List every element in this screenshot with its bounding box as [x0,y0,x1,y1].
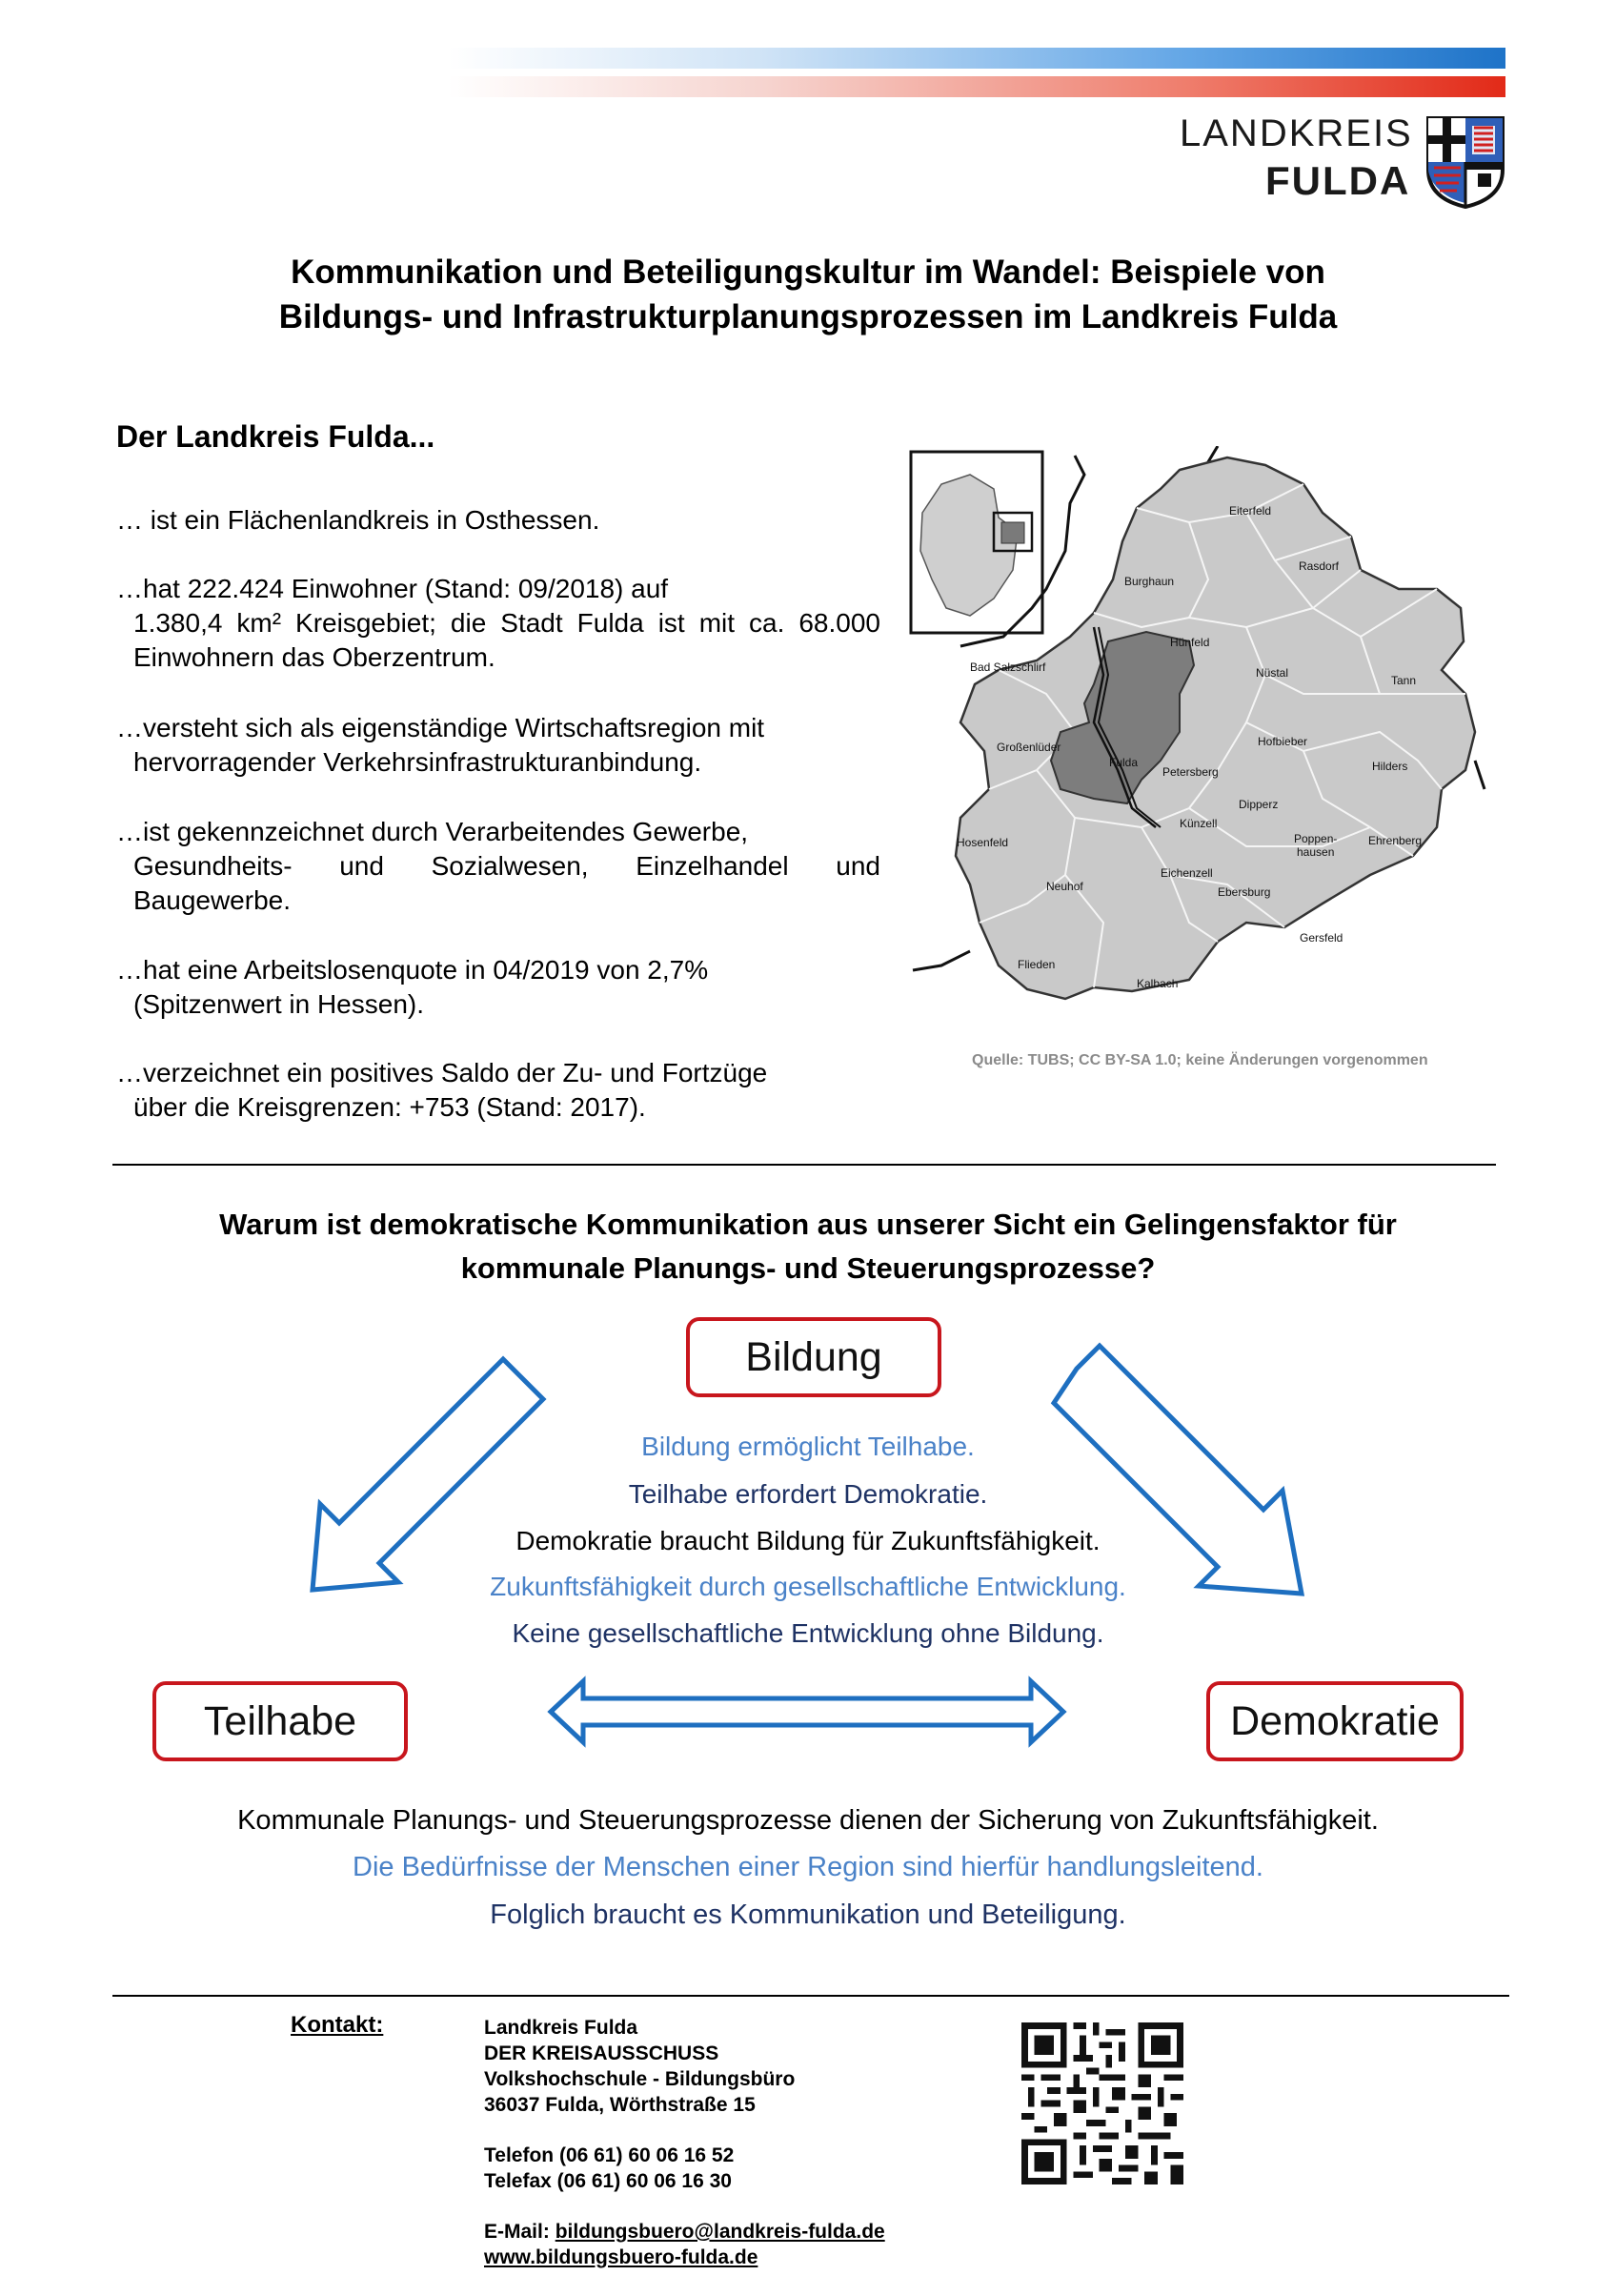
district-map [903,446,1494,1037]
contact-email-link[interactable]: bildungsbuero@landkreis-fulda.de [555,2221,885,2243]
map-label: Künzell [1180,817,1218,830]
map-label: Eichenzell [1161,866,1213,880]
contact-address: 36037 Fulda, Wörthstraße 15 [484,2094,756,2116]
map-label: Petersberg [1162,765,1219,779]
diagram-line: Demokratie braucht Bildung für Zukunftsfähigkeit. [515,1526,1101,1555]
intro-paragraph [116,572,880,675]
conclusion-line: Kommunale Planungs- und Steuerungsprozesse dienen der Sicherung von Zukunftsfähigkeit. [237,1805,1379,1836]
contact-unit: Volkshochschule - Bildungsbüro [484,2068,796,2090]
map-label: Ebersburg [1218,885,1271,899]
intro-paragraph [116,503,880,538]
contact-email-row [484,2219,885,2245]
question-line1: Warum ist demokratische Kommunikation aus unserer Sicht ein Gelingensfaktor für [219,1208,1397,1241]
map-label: Fulda [1109,756,1139,769]
intro-paragraph-rest: Gesundheits- und Sozialwesen, Einzelhandel und Baugewerbe. [133,851,880,915]
map-label: Hofbieber [1258,735,1308,748]
map-label: Kalbach [1137,977,1179,990]
box-teilhabe-label: Teilhabe [203,1698,357,1744]
qr-code-icon[interactable] [1021,2022,1183,2184]
intro-paragraph-first-line: …verzeichnet ein positives Saldo der Zu- und Fortzüge [116,1058,768,1087]
intro-text [116,0,880,1144]
intro-paragraph [116,1056,880,1125]
intro-paragraph-rest: (Spitzenwert in Hessen). [133,989,425,1019]
map-label: Hilders [1372,760,1408,773]
map-label: Nüstal [1256,666,1289,680]
intro-paragraph-first-line: …ist gekennzeichnet durch Verarbeitendes Gewerbe, [116,817,749,846]
intro-paragraph-first-line: …hat eine Arbeitslosenquote in 04/2019 von 2,7% [116,955,709,985]
map-label: Neuhof [1046,880,1083,893]
intro-paragraph [116,953,880,1022]
map-label: Eiterfeld [1229,504,1272,518]
map-label: hausen [1297,845,1335,859]
conclusion-line: Die Bedürfnisse der Menschen einer Region sind hierfür handlungsleitend. [353,1852,1263,1882]
coat-of-arms-icon [1424,114,1506,210]
contact-dept: DER KREISAUSSCHUSS [484,2042,719,2064]
intro-paragraph-rest: hervorragender Verkehrsinfrastrukturanbindung. [133,747,702,777]
map-source-caption: Quelle: TUBS; CC BY-SA 1.0; keine Änderungen vorgenommen [972,1052,1428,1068]
intro-paragraph-rest: über die Kreisgrenzen: +753 (Stand: 2017). [133,1092,646,1122]
intro-paragraph [116,815,880,918]
diagram-line: Keine gesellschaftliche Entwicklung ohne Bildung. [512,1618,1104,1648]
contact-web-link[interactable]: www.bildungsbuero-fulda.de [484,2246,758,2268]
contact-email-label: E-Mail: [484,2221,550,2243]
map-label: Großenlüder [997,741,1061,754]
contact-block [484,2015,885,2270]
page-title-line2: Bildungs- und Infrastrukturplanungsprozessen im Landkreis Fulda [278,298,1338,335]
intro-paragraph-rest: 1.380,4 km² Kreisgebiet; die Stadt Fulda ist mit ca. 68.000 Einwohnern das Oberzentrum. [133,608,880,672]
arrow-left-right-icon [551,1681,1063,1742]
intro-heading: Der Landkreis Fulda... [116,419,435,454]
map-label: Ehrenberg [1368,834,1423,847]
box-bildung-label: Bildung [745,1334,882,1380]
map-label: Gersfeld [1300,931,1343,945]
diagram-line: Zukunftsfähigkeit durch gesellschaftliche Entwicklung. [490,1572,1126,1601]
footer-divider [112,1995,1509,1997]
question-heading [0,1203,1616,1290]
map-label: Tann [1391,674,1417,687]
contact-fax: Telefax (06 61) 60 06 16 30 [484,2170,732,2192]
map-label: Hosenfeld [957,836,1009,849]
map-label: Hünfeld [1170,636,1210,649]
box-demokratie-label: Demokratie [1230,1698,1440,1744]
map-label: Bad Salzschlirf [970,660,1046,674]
logo-text-line2: FULDA [1265,158,1411,203]
intro-paragraph-first-line: … ist ein Flächenlandkreis in Osthessen. [116,505,600,535]
question-line2: kommunale Planungs- und Steuerungsprozesse? [460,1251,1156,1285]
conclusion-line: Folglich braucht es Kommunikation und Beteiligung. [490,1900,1126,1930]
map-label: Flieden [1018,958,1056,971]
intro-paragraph-first-line: …hat 222.424 Einwohner (Stand: 09/2018) auf [116,574,669,603]
contact-org: Landkreis Fulda [484,2017,638,2039]
map-label: Poppen- [1294,832,1338,845]
arrow-down-right-icon [1054,1346,1302,1594]
contact-phone: Telefon (06 61) 60 06 16 52 [484,2144,735,2166]
map-label: Burghaun [1124,575,1175,588]
section-divider [112,1164,1496,1166]
map-label: Dipperz [1239,798,1279,811]
contact-label: Kontakt: [291,2012,384,2038]
intro-paragraph [116,711,880,780]
page-title-line1: Kommunikation und Beteiligungskultur im Wandel: Beispiele von [291,254,1325,291]
logo-text-line1: LANDKREIS [1180,112,1413,154]
map-label: Rasdorf [1299,559,1340,573]
intro-paragraph-first-line: …versteht sich als eigenständige Wirtschaftsregion mit [116,713,765,742]
diagram-line: Teilhabe erfordert Demokratie. [628,1479,988,1509]
diagram-line: Bildung ermöglicht Teilhabe. [641,1432,975,1461]
